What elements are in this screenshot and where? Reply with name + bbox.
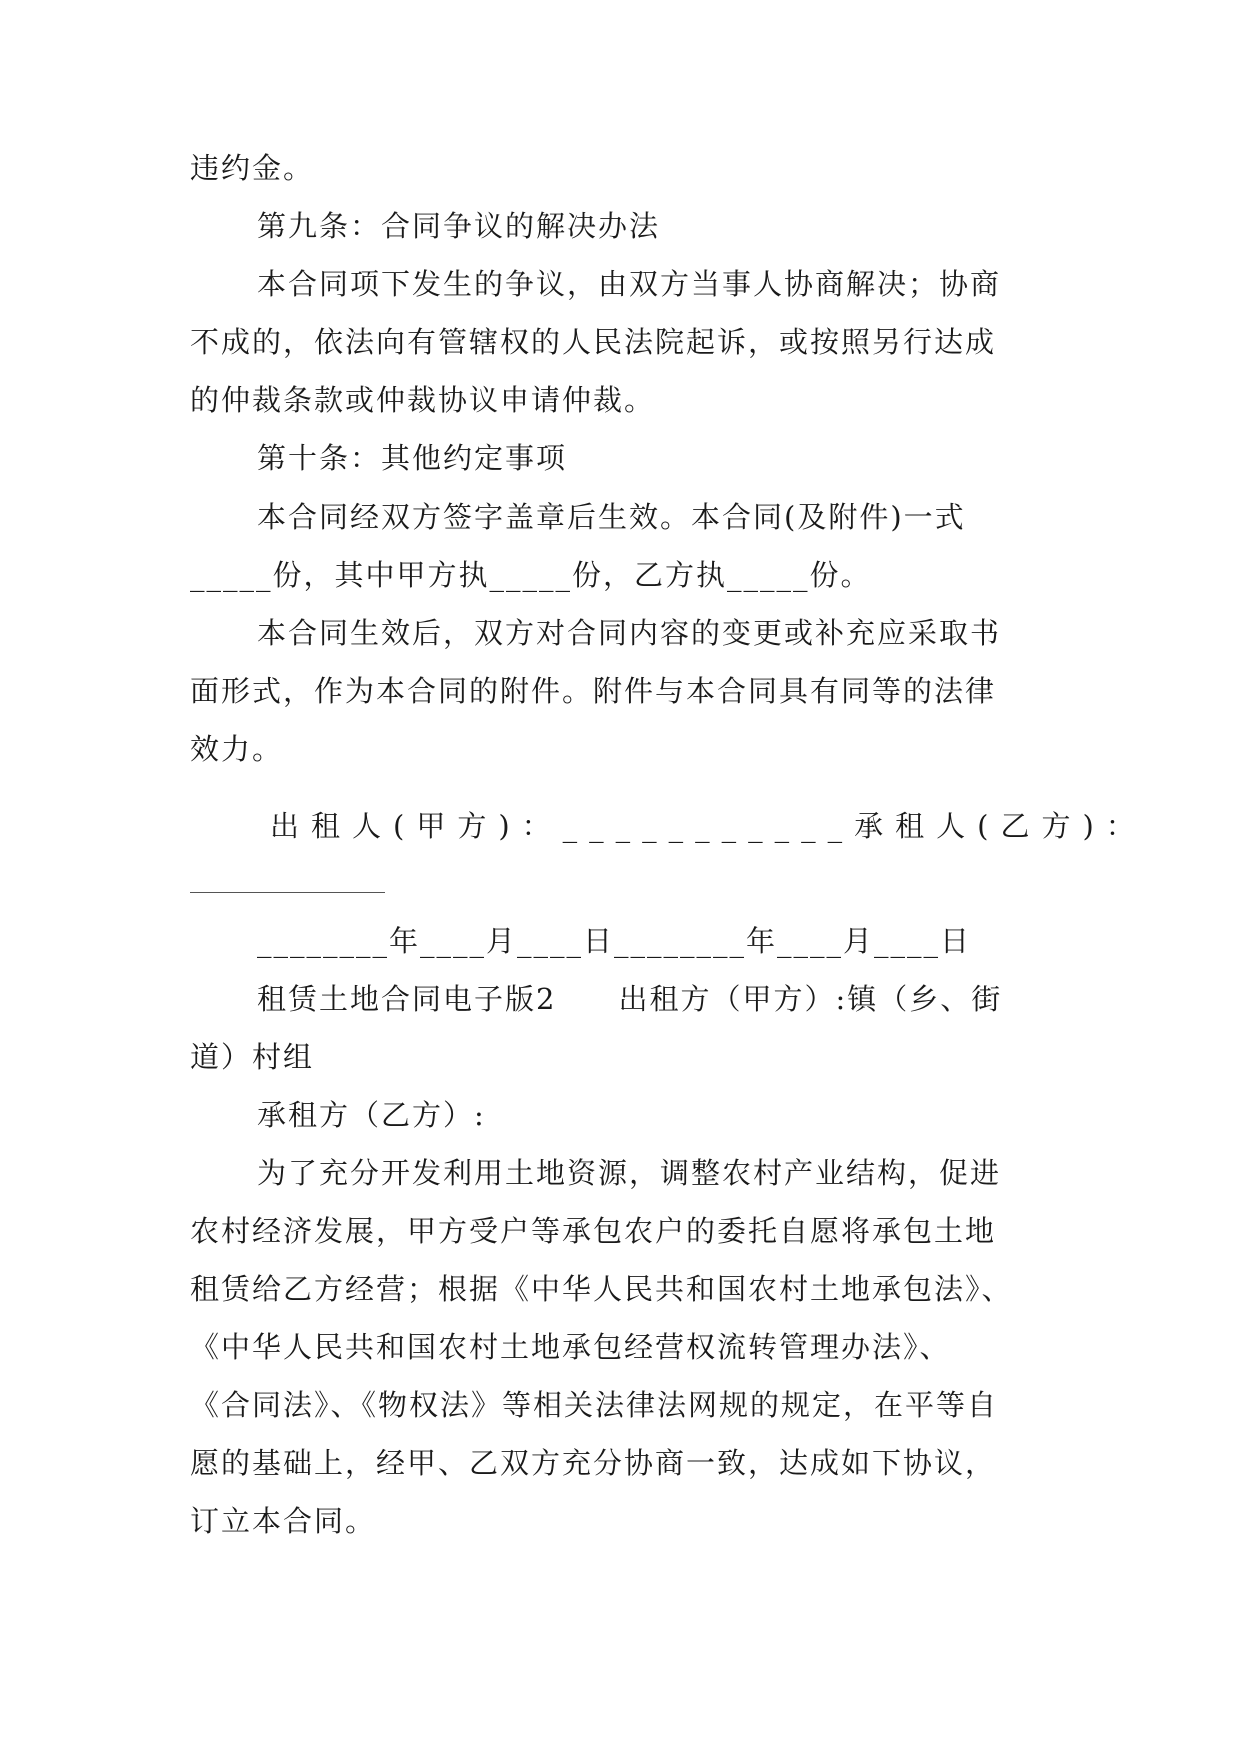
text-line: 道）村组 xyxy=(190,1040,315,1074)
text-line: 农村经济发展，甲方受户等承包农户的委托自愿将承包土地 xyxy=(190,1214,997,1248)
text-line: 本合同项下发生的争议，由双方当事人协商解决；协商 xyxy=(257,267,1002,301)
text-line: 租赁给乙方经营；根据《中华人民共和国农村土地承包法》、 xyxy=(190,1272,1013,1306)
text-line: 的仲裁条款或仲裁协议申请仲裁。 xyxy=(190,383,656,417)
text-line: 订立本合同。 xyxy=(190,1504,377,1538)
text-line: 效力。 xyxy=(190,732,284,766)
text-line: 不成的，依法向有管辖权的人民法院起诉，或按照另行达成 xyxy=(190,325,997,359)
signature-line: 出租人(甲方)：___________承租人(乙方)： xyxy=(270,809,1147,843)
text-line: 面形式，作为本合同的附件。附件与本合同具有同等的法律 xyxy=(190,674,997,708)
article-9-heading: 第九条：合同争议的解决办法 xyxy=(257,209,661,243)
text-line: 《中华人民共和国农村土地承包经营权流转管理办法》、 xyxy=(190,1330,951,1364)
text-line: 愿的基础上，经甲、乙双方充分协商一致，达成如下协议， xyxy=(190,1446,997,1480)
contract-2-title-line: 租赁土地合同电子版2 出租方（甲方）:镇（乡、街 xyxy=(257,982,1003,1016)
text-line: 为了充分开发利用土地资源，调整农村产业结构，促进 xyxy=(257,1156,1002,1190)
copies-blank-line: _____份，其中甲方执_____份，乙方执_____份。 xyxy=(190,558,872,592)
article-10-heading: 第十条：其他约定事项 xyxy=(257,441,568,475)
text-line: 本合同生效后，双方对合同内容的变更或补充应采取书 xyxy=(257,616,1002,650)
text-line: 《合同法》、《物权法》等相关法律法网规的规定，在平等自 xyxy=(190,1388,999,1422)
text-line: 本合同经双方签字盖章后生效。本合同(及附件)一式 xyxy=(257,500,966,534)
date-blank-line: ________年____月____日________年____月____日 xyxy=(257,924,972,958)
lessee-line: 承租方（乙方）: xyxy=(257,1098,486,1132)
signature-blank-rule xyxy=(190,892,385,893)
text-line-penalty: 违约金。 xyxy=(190,151,315,185)
